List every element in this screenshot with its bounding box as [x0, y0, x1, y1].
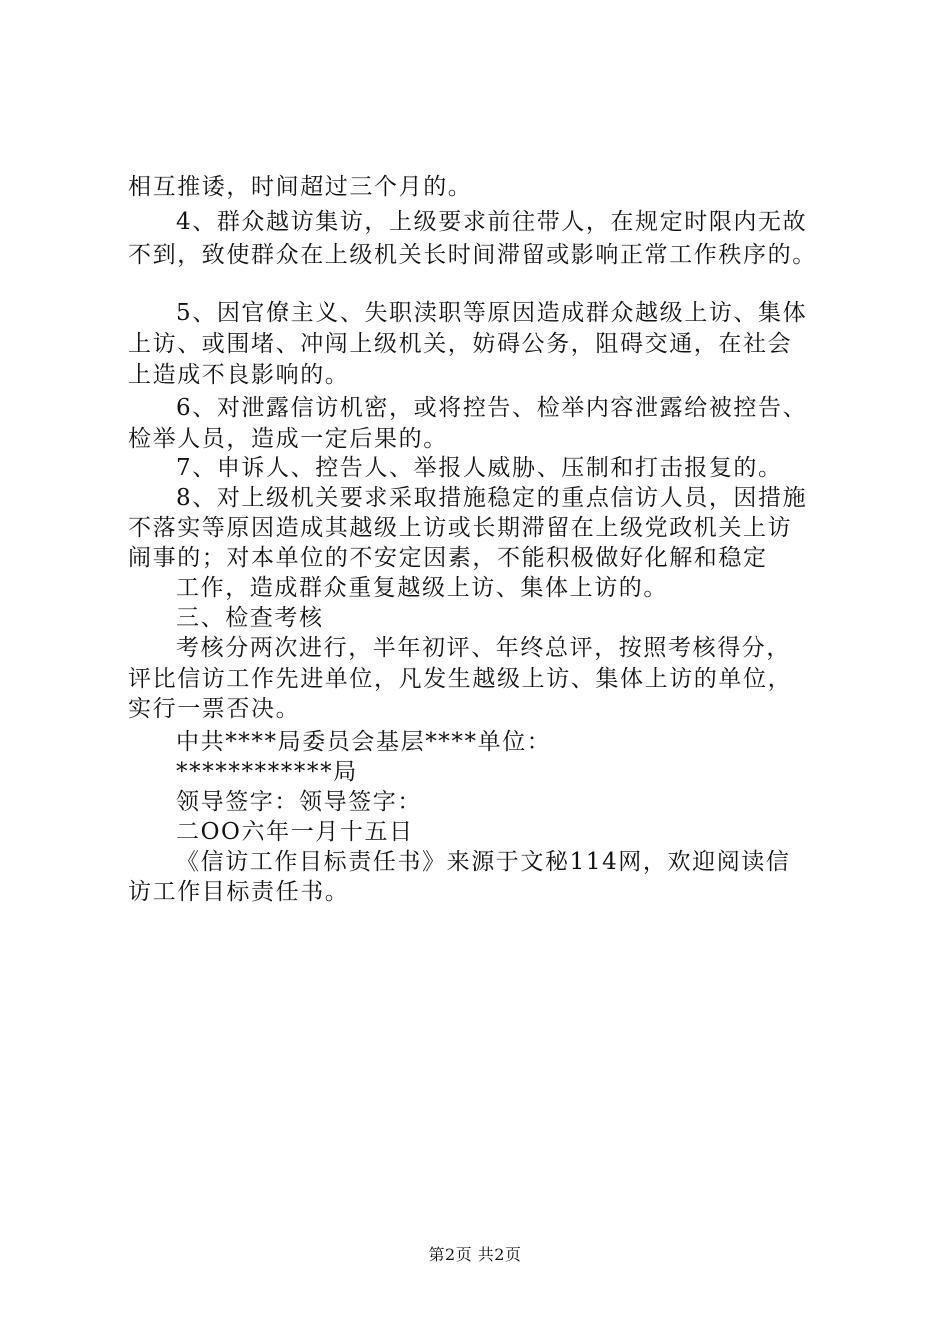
paragraph-line: 相互推诿，时间超过三个月的。	[128, 174, 473, 200]
paragraph-line: 评比信访工作先进单位，凡发生越级上访、集体上访的单位，	[128, 666, 793, 692]
section-heading: 三、检查考核	[176, 605, 324, 631]
paragraph-line: 访工作目标责任书。	[128, 879, 350, 905]
paragraph-line: 8、对上级机关要求采取措施稳定的重点信访人员，因措施	[176, 485, 808, 511]
date-line: 二OO六年一月十五日	[176, 819, 414, 845]
paragraph-line: 不到，致使群众在上级机关长时间滞留或影响正常工作秩序的。	[128, 242, 817, 268]
signatory-line: ************局	[176, 759, 358, 785]
page-footer: 第2页 共2页	[428, 1245, 522, 1264]
paragraph-line: 上造成不良影响的。	[128, 362, 350, 388]
signatory-line: 中共****局委员会基层****单位：	[176, 729, 552, 755]
paragraph-line: 4、群众越访集访，上级要求前往带人，在规定时限内无故	[176, 209, 808, 235]
paragraph-line: 6、对泄露信访机密，或将控告、检举内容泄露给被控告、	[176, 395, 808, 421]
paragraph-line: 7、申诉人、控告人、举报人威胁、压制和打击报复的。	[176, 455, 783, 481]
paragraph-line: 上访、或围堵、冲闯上级机关，妨碍公务，阻碍交通，在社会	[128, 331, 793, 357]
paragraph-line: 检举人员，造成一定后果的。	[128, 426, 448, 452]
paragraph-line: 《信访工作目标责任书》来源于文秘114网，欢迎阅读信	[176, 849, 791, 875]
paragraph-line: 工作，造成群众重复越级上访、集体上访的。	[176, 575, 668, 601]
paragraph-line: 实行一票否决。	[128, 696, 301, 722]
paragraph-line: 考核分两次进行，半年初评、年终总评，按照考核得分，	[176, 635, 791, 661]
paragraph-line: 闹事的；对本单位的不安定因素，不能积极做好化解和稳定	[128, 545, 768, 571]
paragraph-line: 不落实等原因造成其越级上访或长期滞留在上级党政机关上访	[128, 515, 793, 541]
signature-line: 领导签字：领导签字：	[176, 789, 422, 815]
paragraph-line: 5、因官僚主义、失职渎职等原因造成群众越级上访、集体	[176, 300, 808, 326]
